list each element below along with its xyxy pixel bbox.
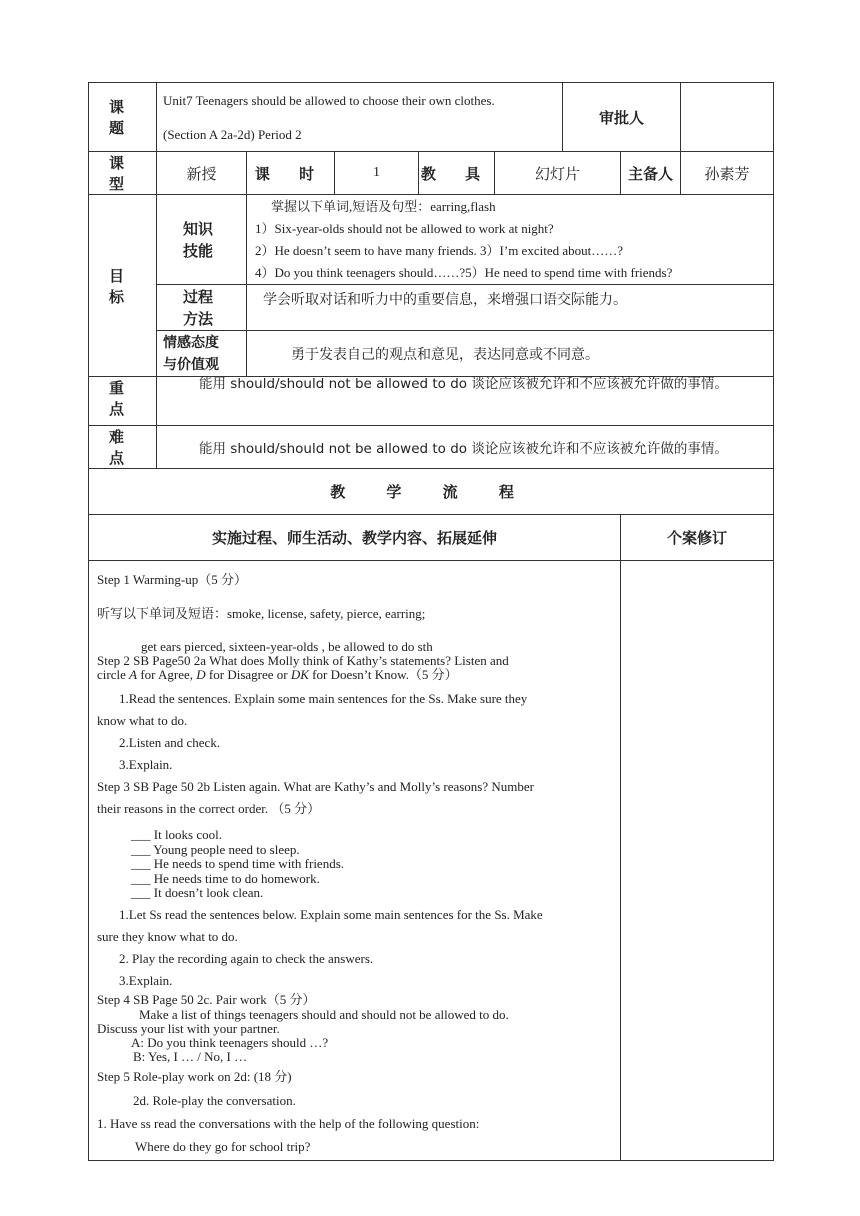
process-label-2: 方法 bbox=[183, 309, 214, 328]
step4-line-2: Discuss your list with your partner. bbox=[97, 1020, 280, 1036]
step2-item-2: 2.Listen and check. bbox=[119, 735, 221, 750]
key-point-label: 重 点 bbox=[89, 377, 157, 426]
step5-line-2: 1. Have ss read the conversations with the help of the following question: bbox=[97, 1115, 480, 1131]
step2-item-3: 3.Explain. bbox=[119, 757, 173, 772]
step3-item-2: 2. Play the recording again to check the answers. bbox=[119, 950, 374, 966]
blank-item: ___ He needs time to do homework. bbox=[131, 870, 320, 886]
difficult-point-text: 能用 should/should not be allowed to do 谈论应该被允许和不应该被允许做的事情。 bbox=[157, 426, 774, 469]
knowledge-line: 1）Six-year-olds should not be allowed to work at night? bbox=[255, 220, 554, 236]
step3-item-3: 3.Explain. bbox=[119, 972, 173, 988]
step2-text: for Disagree or bbox=[205, 667, 291, 682]
knowledge-cell bbox=[247, 195, 774, 285]
step3-item-1a: 1.Let Ss read the sentences below. Explain some main sentences for the Ss. Make bbox=[119, 906, 543, 922]
step3-item-1b: sure they know what to do. bbox=[97, 928, 238, 944]
key-point-text: 能用 should/should not be allowed to do 谈论应该被允许和不应该被允许做的事情。 bbox=[157, 377, 774, 426]
emotion-label bbox=[157, 331, 247, 377]
step2-item-1a: 1.Read the sentences. Explain some main sentences for the Ss. Make sure they bbox=[119, 691, 528, 706]
step4-a: A: Do you think teenagers should …? bbox=[131, 1034, 329, 1050]
approver-label: 审批人 bbox=[563, 83, 681, 152]
knowledge-line: 掌握以下单词,短语及句型：earring,flash bbox=[271, 198, 496, 214]
process-text: 学会听取对话和听力中的重要信息，来增强口语交际能力。 bbox=[247, 285, 774, 331]
knowledge-line: 2）He doesn’t seem to have many friends. 3）I’m excited about……? bbox=[255, 242, 623, 258]
emotion-label-2: 与价值观 bbox=[163, 356, 219, 373]
topic-cell bbox=[157, 83, 563, 152]
approver-value bbox=[681, 83, 774, 152]
step2-item-1b: know what to do. bbox=[97, 713, 188, 728]
step5-line-3: Where do they go for school trip? bbox=[135, 1138, 311, 1154]
step1-dictation: 听写以下单词及短语：smoke, license, safety, pierce, earring; bbox=[97, 606, 426, 621]
step3-title: Step 3 SB Page 50 2b Listen again. What are Kathy’s and Molly’s reasons? Number bbox=[97, 779, 534, 794]
lesson-plan-table bbox=[88, 82, 773, 1161]
step5-line-1: 2d. Role-play the conversation. bbox=[133, 1092, 296, 1108]
type-value: 新授 bbox=[157, 152, 247, 195]
topic-line-1: Unit7 Teenagers should be allowed to choose their own clothes. bbox=[163, 93, 495, 108]
tool-label: 教 具 bbox=[419, 152, 495, 195]
goals-label: 目 标 bbox=[89, 195, 157, 377]
knowledge-label-1: 知识 bbox=[183, 219, 214, 238]
process-label bbox=[157, 285, 247, 331]
knowledge-label-2: 技能 bbox=[183, 241, 214, 260]
revision-column bbox=[621, 561, 774, 1161]
step4-title: Step 4 SB Page 50 2c. Pair work（5 分） bbox=[97, 991, 316, 1007]
knowledge-label bbox=[157, 195, 247, 285]
blank-item: ___ It doesn’t look clean. bbox=[131, 885, 264, 900]
step2-a: A bbox=[129, 667, 138, 682]
step3-blank-list bbox=[97, 828, 614, 901]
steps-content bbox=[89, 561, 621, 1161]
step2-title: Step 2 SB Page50 2a What does Molly think of Kathy’s statements? Listen and bbox=[97, 653, 509, 668]
step3-title-2: their reasons in the correct order. （5 分） bbox=[97, 801, 321, 816]
topic-label: 课 题 bbox=[89, 83, 157, 152]
flow-col-right: 个案修订 bbox=[621, 515, 774, 561]
blank-item: ___ He needs to spend time with friends. bbox=[131, 856, 345, 871]
step2-d: D bbox=[196, 667, 206, 682]
blank-item: ___ Young people need to sleep. bbox=[131, 841, 300, 857]
step2-text: for Agree, bbox=[137, 667, 197, 682]
emotion-label-1: 情感态度 bbox=[163, 334, 219, 351]
step1-title: Step 1 Warming-up（5 分） bbox=[97, 572, 248, 587]
flow-col-left: 实施过程、师生活动、教学内容、拓展延伸 bbox=[89, 515, 621, 561]
step2-text: circle bbox=[97, 667, 130, 682]
difficult-point-label: 难 点 bbox=[89, 426, 157, 469]
hours-label: 课 时 bbox=[247, 152, 335, 195]
step5-title: Step 5 Role-play work on 2d: (18 分) bbox=[97, 1068, 292, 1084]
flow-title: 教 学 流 程 bbox=[89, 469, 774, 515]
step4-line-1: Make a list of things teenagers should and should not be allowed to do. bbox=[139, 1006, 509, 1022]
type-label: 课 型 bbox=[89, 152, 157, 195]
step2-dk: DK bbox=[290, 667, 309, 682]
step4-b: B: Yes, I … / No, I … bbox=[133, 1048, 248, 1064]
lead-value: 孙素芳 bbox=[681, 152, 774, 195]
step2-text: for Doesn’t Know.（5 分） bbox=[308, 667, 458, 682]
step1-phrases: get ears pierced, sixteen-year-olds , be allowed to do sth bbox=[141, 639, 433, 654]
blank-item: ___ It looks cool. bbox=[131, 827, 222, 842]
process-label-1: 过程 bbox=[183, 287, 214, 306]
hours-value: 1 bbox=[335, 152, 419, 195]
step2-title-2 bbox=[97, 668, 614, 682]
tool-value: 幻灯片 bbox=[495, 152, 621, 195]
knowledge-line: 4）Do you think teenagers should……?5）He need to spend time with friends? bbox=[255, 264, 673, 280]
emotion-text: 勇于发表自己的观点和意见，表达同意或不同意。 bbox=[247, 331, 774, 377]
lead-label: 主备人 bbox=[621, 152, 681, 195]
topic-line-2: (Section A 2a-2d) Period 2 bbox=[163, 127, 302, 142]
